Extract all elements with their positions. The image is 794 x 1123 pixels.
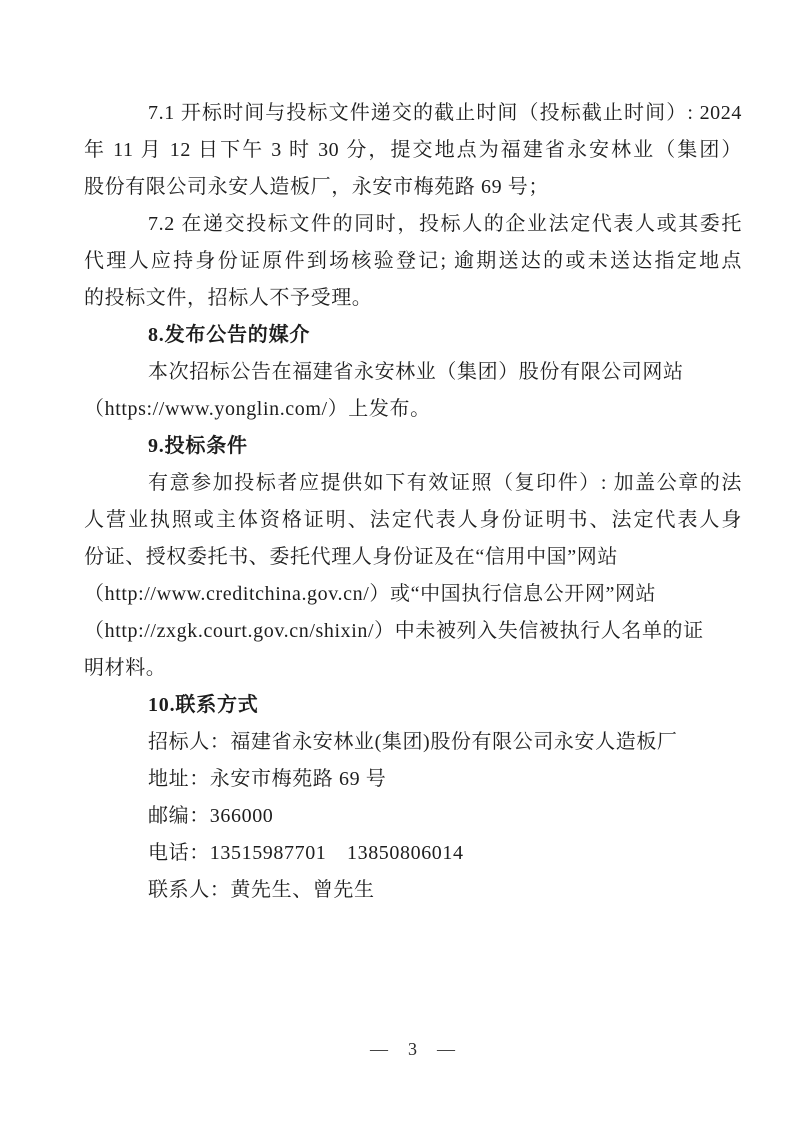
section-9-heading: 9.投标条件 [148, 435, 248, 457]
text-line: 年 11 月 12 日下午 3 时 30 分，提交地点为福建省永安林业（集团） [84, 139, 742, 161]
document-body [84, 95, 742, 909]
contact-phone-line: 电话：13515987701 13850806014 [148, 842, 464, 864]
text-line: 明材料。 [84, 657, 167, 679]
text-line: 7.2 在递交投标文件的同时，投标人的企业法定代表人或其委托 [148, 213, 742, 235]
contact-postcode-line: 邮编：366000 [148, 805, 274, 827]
text-line: （http://zxgk.court.gov.cn/shixin/）中未被列入失信被执行人名单的证 [84, 620, 704, 642]
section-10-heading: 10.联系方式 [148, 694, 259, 716]
text-line: 人营业执照或主体资格证明、法定代表人身份证明书、法定代表人身 [84, 509, 742, 531]
text-line: 本次招标公告在福建省永安林业（集团）股份有限公司网站 [148, 361, 684, 383]
text-line: 7.1 开标时间与投标文件递交的截止时间（投标截止时间）: 2024 [148, 102, 742, 124]
text-line: 代理人应持身份证原件到场核验登记; 逾期送达的或未送达指定地点 [84, 250, 742, 272]
contact-address-line: 地址：永安市梅苑路 69 号 [148, 768, 387, 790]
contact-person-line: 联系人：黄先生、曾先生 [148, 879, 375, 901]
text-line: 有意参加投标者应提供如下有效证照（复印件）: 加盖公章的法 [148, 472, 742, 494]
text-line: 的投标文件，招标人不予受理。 [84, 287, 373, 309]
text-line: （http://www.creditchina.gov.cn/）或“中国执行信息公开网”网站 [84, 583, 657, 605]
text-line: 份证、授权委托书、委托代理人身份证及在“信用中国”网站 [84, 546, 618, 568]
contact-tenderer-line: 招标人：福建省永安林业(集团)股份有限公司永安人造板厂 [148, 731, 678, 753]
page-number: — 3 — [370, 1039, 456, 1059]
text-line: 股份有限公司永安人造板厂，永安市梅苑路 69 号； [84, 176, 549, 198]
section-8-heading: 8.发布公告的媒介 [148, 324, 311, 346]
text-line: （https://www.yonglin.com/）上发布。 [84, 398, 431, 420]
